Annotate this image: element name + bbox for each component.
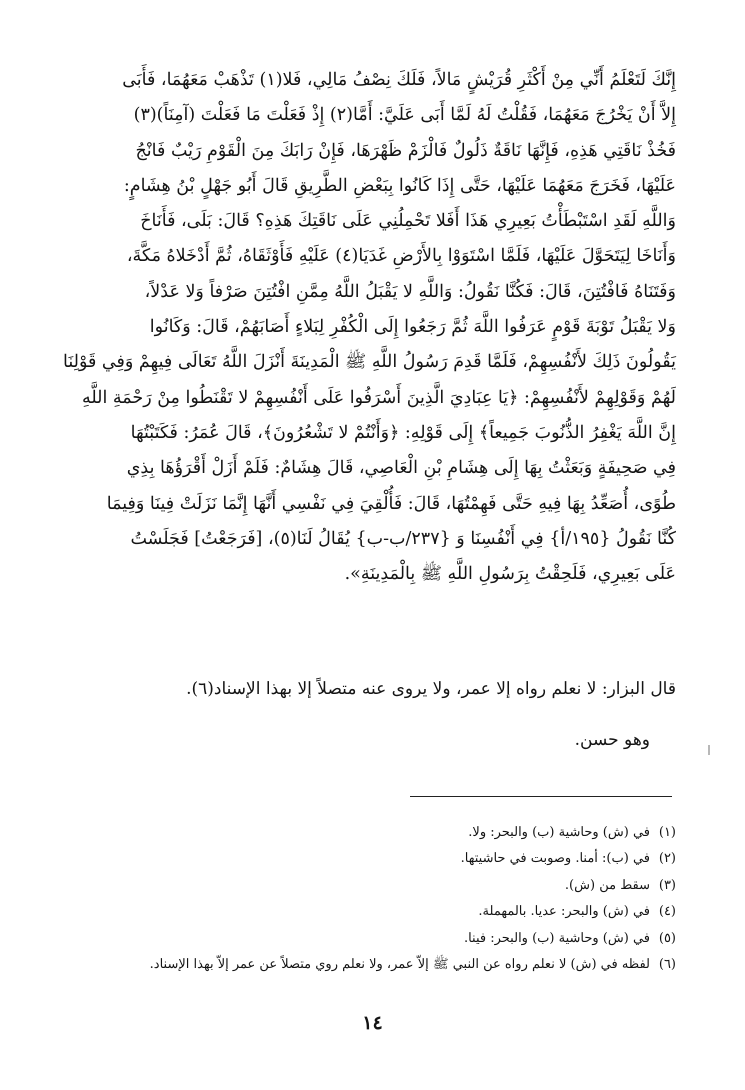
- footnote-text: في (ب): أمنا. وصوبت في حاشيتها.: [460, 851, 650, 867]
- hadith-line: إِنَّكَ لَتَعْلَمُ أَنِّي مِنْ أَكْثَرِ قُرَيْشٍ مَالاً، فَلَكَ نِصْفُ مَالِي، فَلا(١) تَذْهَبْ مَعَهُمَا، فَأَبَى: [122, 70, 676, 90]
- footnote: [56, 899, 676, 925]
- hadith-line: إِنَّ اللَّهَ يَغْفِرُ الذُّنُوبَ جَمِيعاً﴾ إِلَى قَوْلِهِ: ﴿وَأَنْتُمْ لا تَشْعُرُونَ﴾، قَالَ عُمَرُ: فَكَتَبْتُهَا: [130, 422, 676, 443]
- scan-mark: [708, 745, 710, 755]
- hadith-grade: [30, 726, 650, 754]
- hadith-line: فَخُذْ نَاقَتِي هَذِهِ، فَإِنَّهَا نَاقَةٌ ذَلُولٌ فَالْزَمْ ظَهْرَهَا، فَإِنْ رَابَكَ مِنَ الْقَوْمِ رَيْبٌ فَانْجُ: [135, 140, 676, 161]
- hadith-grade-text: وهو حسن.: [574, 730, 650, 750]
- footnote: [56, 873, 676, 899]
- footnote: [56, 926, 676, 952]
- hadith-line: يَقُولُونَ ذَلِكَ لأَنْفُسِهِمْ، فَلَمَّا قَدِمَ رَسُولُ اللَّهِ ﷺ الْمَدِينَةَ أَنْزَلَ اللَّهُ تَعَالَى فِيهِمْ وَفِي قَوْلِنَا: [63, 352, 676, 373]
- hadith-line: طُوًى، أُصَعِّدُ بِهَا فِيهِ حَتَّى فَهِمْتُهَا، قَالَ: فَأُلْقِيَ فِي نَفْسِي أَنَّهَا إِنَّمَا نَزَلَتْ فِينَا وَفِيمَا: [106, 493, 676, 514]
- hadith-line: كُنَّا نَقُولُ {١٩٥/أ} فِي أَنْفُسِنَا وَ {٢٣٧/ب-ب} يُقَالُ لَنَا(٥)، [فَرَجَعْتُ] فَجَلَسْتُ: [130, 528, 676, 549]
- hadith-line: عَلَى بَعِيرِي، فَلَحِقْتُ بِرَسُولِ اللَّهِ ﷺ بِالْمَدِينَةِ».: [344, 564, 676, 585]
- bazzar-comment-text: قال البزار: لا نعلم رواه إلا عمر، ولا يروى عنه متصلاً إلا بهذا الإسناد(٦).: [186, 679, 676, 699]
- footnote-divider: [410, 796, 672, 797]
- footnote-text: لفظه في (ش) لا نعلم رواه عن النبي ﷺ إلاّ عمر، ولا نعلم روي متصلاً عن عمر إلاّ بهذا الإسناد.: [149, 957, 650, 973]
- footnote-number: (٦): [658, 957, 676, 973]
- hadith-text: [56, 63, 676, 592]
- footnote-number: (١): [658, 825, 676, 840]
- footnotes: [56, 820, 676, 978]
- footnote-text: في (ش) وحاشية (ب) والبحر: ولا.: [468, 825, 650, 840]
- hadith-line: عَلَيْهَا، فَخَرَجَ مَعَهُمَا عَلَيْهَا، حَتَّى إِذَا كَانُوا بِبَعْضِ الطَّرِيقِ قَالَ أَبُو جَهْلٍ بْنُ هِشَامٍ:: [123, 175, 676, 196]
- hadith-line: وَلا يَقْبَلُ تَوْبَةَ قَوْمٍ عَرَفُوا اللَّهَ ثُمَّ رَجَعُوا إِلَى الْكُفْرِ لِبَلاءٍ أَصَابَهُمْ، قَالَ: وَكَانُوا: [149, 317, 676, 338]
- bazzar-comment: [56, 675, 676, 703]
- hadith-line: فِي صَحِيفَةٍ وَبَعَثْتُ بِهَا إِلَى هِشَامِ بْنِ الْعَاصِي، قَالَ هِشَامٌ: فَلَمْ أَزَلْ أَقْرَؤُهَا بِذِي: [126, 458, 676, 479]
- footnote-text: في (ش) وحاشية (ب) والبحر: فينا.: [463, 930, 650, 946]
- hadith-line: وَاللَّهِ لَقَدِ اسْتَبْطَأْتُ بَعِيرِي هَذَا أَفَلا تَحْمِلُنِي عَلَى نَاقَتِكَ هَذِهِ؟ قَالَ: بَلَى، فَأَنَاخَ: [140, 211, 676, 232]
- footnote: [56, 846, 676, 872]
- footnote-number: (٢): [658, 851, 676, 867]
- footnote-number: (٥): [658, 930, 676, 946]
- hadith-line: إِلاَّ أَنْ يَخْرُجَ مَعَهُمَا، فَقُلْتُ لَهُ لَمَّا أَبَى عَلَيَّ: أَمَّا(٢) إِذْ فَعَلْتَ مَا فَعَلْتَ (آمِنَاً)(٣): [133, 105, 676, 126]
- footnote: [56, 820, 676, 846]
- footnote-text: في (ش) والبحر: عديا. بالمهملة.: [478, 904, 650, 920]
- footnote-number: (٣): [658, 877, 676, 893]
- footnote: [56, 952, 676, 978]
- page-number: ١٤: [362, 1012, 383, 1034]
- hadith-line: وَأَنَاخَا لِيَتَحَوَّلَ عَلَيْهَا، فَلَمَّا اسْتَوَوْا بِالأَرْضِ غَدَيَا(٤) عَلَيْهِ فَأَوْثَقَاهُ، ثُمَّ أَدْخَلاهُ مَكَّةَ،: [126, 246, 676, 267]
- footnote-number: (٤): [658, 904, 676, 920]
- hadith-line: وَفَتَنَاهُ فَافْتُتِنَ، قَالَ: فَكُنَّا نَقُولُ: وَاللَّهِ لا يَقْبَلُ اللَّهُ مِمَّنِ افْتُتِنَ صَرْفاً وَلا عَدْلاً،: [144, 281, 676, 302]
- hadith-line: لَهُمْ وَقَوْلِهِمْ لأَنْفُسِهِمْ: ﴿يَا عِبَادِيَ الَّذِينَ أَسْرَفُوا عَلَى أَنْفُسِهِمْ لا تَقْنَطُوا مِنْ رَحْمَةِ اللَّهِ: [81, 387, 676, 408]
- footnote-text: سقط من (ش).: [564, 877, 650, 893]
